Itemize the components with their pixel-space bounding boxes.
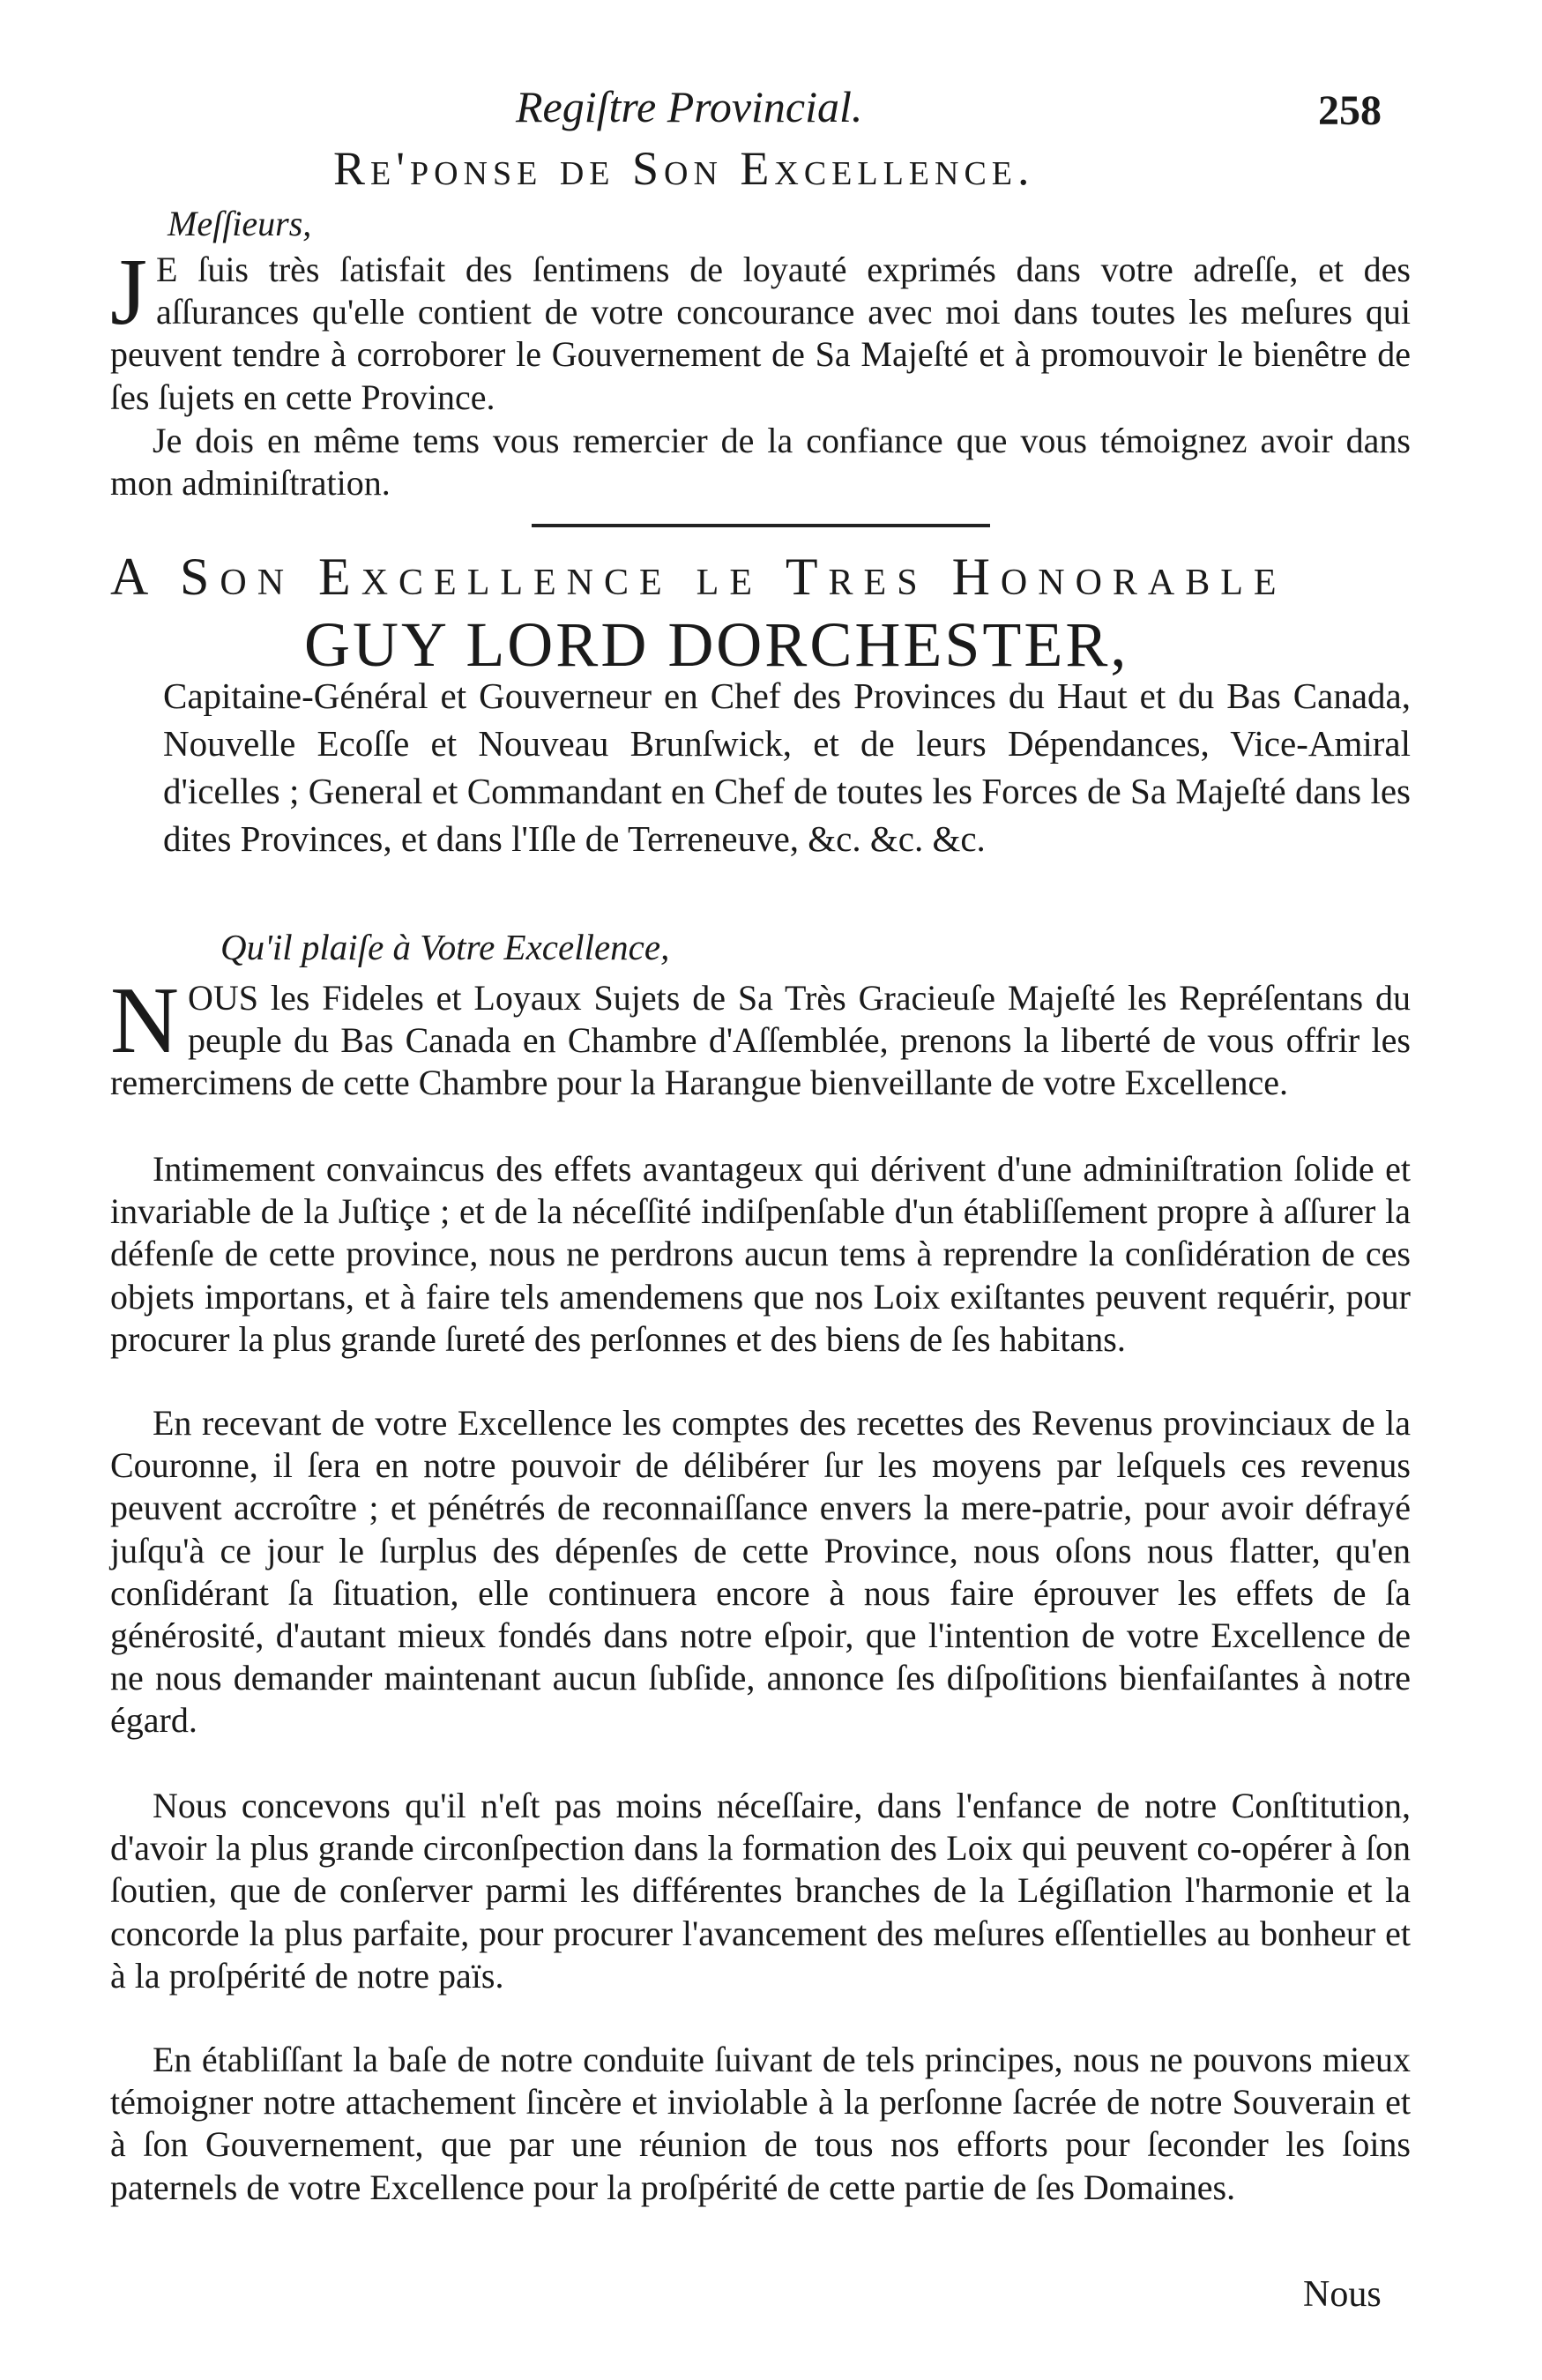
response-paragraph-2: Je dois en même tems vous remercier de la confiance que vous témoignez avoir dans mon adminiſtration. <box>110 421 1411 504</box>
running-title: Regiſtre Provincial. <box>516 82 863 131</box>
address-salutation: Qu'il plaiſe à Votre Excellence, <box>220 927 670 967</box>
address-paragraph-1 <box>110 968 1411 1105</box>
drop-cap: J <box>110 240 148 345</box>
response-paragraph-1 <box>110 240 1411 419</box>
addressee-name: GUY LORD DORCHESTER, <box>304 609 1129 680</box>
section-divider <box>532 524 990 527</box>
address-paragraph-3: En recevant de votre Excellence les comptes des recettes des Revenus provinciaux de la Couronne, il ſera en notre pouvoir de délibérer ſur les moyens par leſquels ces revenus peuvent accroître ; et pénétrés de reconnaiſſance envers la mere-patrie, pour avoir défrayé juſqu'à ce jour le ſurplus des dépenſes de cette Province, nous oſons nous flatter, qu'en conſidérant ſa ſituation, elle continuera encore à nous faire éprouver les effets de ſa générosité, d'autant mieux fondés dans notre eſpoir, que l'intention de votre Excellence de ne nous demander maintenant aucun ſubſide, annonce ſes diſpoſitions bienfaiſantes à notre égard. <box>110 1403 1411 1741</box>
address-paragraph-1-text: OUS les Fideles et Loyaux Sujets de Sa Très Gracieuſe Majeſté les Repréſentans du peuple du Bas Canada en Chambre d'Aſſemblée, prenons la liberté de vous offrir les remercimens de cette Chambre pour la Harangue bienveillante de votre Excellence. <box>110 978 1411 1103</box>
address-paragraph-4: Nous concevons qu'il n'eſt pas moins néceſſaire, dans l'enfance de notre Conſtitution, d'avoir la plus grande circonſpection dans la formation des Loix qui peuvent co-opérer à ſon ſoutien, que de conſerver parmi les différentes branches de la Légiſlation l'harmonie et la concorde la plus parfaite, pour procurer l'avancement des meſures eſſentielles au bonheur et à la proſpérité de notre païs. <box>110 1786 1411 1996</box>
response-paragraph-1-text: E ſuis très ſatisfait des ſentimens de loyauté exprimés dans votre adreſſe, et des aſſurances qu'elle contient de votre concourance avec moi dans toutes les meſures qui peuvent tendre à corroborer le Gouvernement de Sa Majeſté et à promouvoir le bienêtre de ſes ſujets en cette Province. <box>110 250 1411 417</box>
page-header <box>0 81 1542 134</box>
address-heading: A Son Excellence le Tres Honorable <box>110 548 1287 606</box>
response-heading: Re'ponse de Son Excellence. <box>333 142 1035 195</box>
addressee-titles: Capitaine-Général et Gouverneur en Chef des Provinces du Haut et du Bas Canada, Nouvelle Ecoſſe et Nouveau Brunſwick, et de leurs Dépendances, Vice-Amiral d'icelles ; General et Commandant en Chef de toutes les Forces de Sa Majeſté dans les dites Provinces, et dans l'Iſle de Terreneuve, &c. &c. &c. <box>163 675 1411 859</box>
page-number: 258 <box>1318 87 1382 134</box>
address-paragraph-5: En établiſſant la baſe de notre conduite ſuivant de tels principes, nous ne pouvons mieux témoigner notre attachement ſincère et inviolable à la perſonne ſacrée de notre Souverain et à ſon Gouvernement, que par une réunion de tous nos efforts pour ſeconder les ſoins paternels de votre Excellence pour la proſpérité de cette partie de ſes Domaines. <box>110 2040 1411 2207</box>
catchword: Nous <box>1303 2274 1382 2315</box>
address-paragraph-2: Intimement convaincus des effets avantageux qui dérivent d'une adminiſtration ſolide et invariable de la Juſtiçe ; et de la néceſſité indiſpenſable d'un établiſſement propre à aſſurer la défenſe de cette province, nous ne perdrons aucun tems à reprendre la conſidération de ces objets importans, et à faire tels amendemens que nos Loix exiſtantes peuvent requérir, pour procurer la plus grande ſureté des perſonnes et des biens de ſes habitans. <box>110 1149 1411 1359</box>
response-salutation: Meſſieurs, <box>168 204 312 243</box>
drop-cap: N <box>110 968 179 1073</box>
